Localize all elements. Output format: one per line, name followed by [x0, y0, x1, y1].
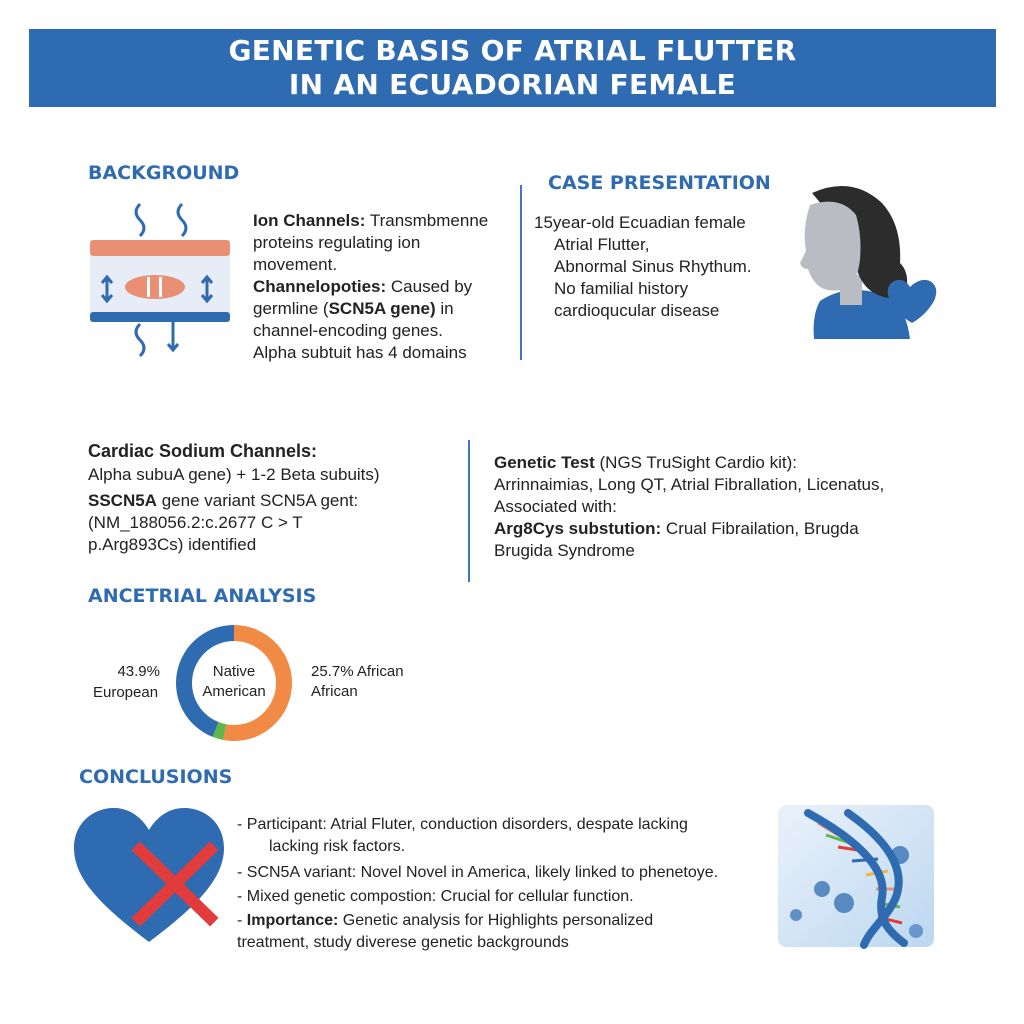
ancestry-heading: ANCETRIAL ANALYSIS [88, 585, 317, 607]
channelopathies-label: Channelopoties: [253, 277, 387, 296]
female-profile-icon [792, 183, 937, 343]
background-text: Ion Channels: Transmbmenne proteins regulating ion movement. Channelopoties: Caused by germline (SCN5A gene) in channel-encoding genes. Alpha subtuit has 4 domains [253, 211, 489, 362]
european-name: European [93, 684, 159, 701]
ion-channels-label: Ion Channels: [253, 211, 366, 230]
european-label: 43.9% [117, 663, 160, 680]
title-line-1: GENETIC BASIS OF ATRIAL FLUTTER [228, 34, 797, 67]
variant-label: SSCN5A [88, 491, 157, 510]
sodium-text: Alpha subuA gene) + 1-2 Beta subuits) SSCN5A gene variant SCN5A gent: (NM_188056.2:c.2677 C > T p.Arg893Cs) identified [88, 465, 380, 554]
divider [520, 185, 522, 360]
crossed-heart-icon [74, 808, 224, 948]
african-label: 25.7% African African [311, 663, 404, 700]
donut-center-label: Native American [202, 663, 266, 700]
background-heading: BACKGROUND [88, 162, 240, 184]
sodium-heading: Cardiac Sodium Channels: [88, 441, 318, 461]
conclusions-text: - Participant: Atrial Fluter, conduction disorders, despate lacking lacking risk factors. - SCN5A variant: Novel Novel in America, likely linked to phenetoye. - Mixed genetic compostion: Crucial for cellular function. - Importance: Genetic analysis for Highlights personalized treatment, study diverese genetic backgrounds [237, 816, 719, 951]
genetic-test-label: Genetic Test [494, 453, 595, 472]
substitution-label: Arg8Cys substution: [494, 519, 662, 538]
title-banner [29, 29, 996, 107]
case-presentation-heading: CASE PRESENTATION [548, 172, 771, 194]
case-text: 15year-old Ecuadian female Atrial Flutter, Abnormal Sinus Rhythum. No familial history cardioqucular disease [534, 213, 752, 320]
title-line-2: IN AN ECUADORIAN FEMALE [288, 68, 737, 101]
dna-helix-icon [778, 805, 934, 947]
conclusions-heading: CONCLUSIONS [79, 766, 233, 788]
divider [468, 440, 470, 582]
ion-channel-membrane-icon [85, 198, 235, 358]
genetic-test-text: Genetic Test (NGS TruSight Cardio kit): Arrinnaimias, Long QT, Atrial Fibrallation, Licenatus, Associated with: Arg8Cys substution: Crual Fibrailation, Brugda Brugida Syndrome [494, 453, 885, 560]
importance-label: Importance: [246, 912, 339, 929]
